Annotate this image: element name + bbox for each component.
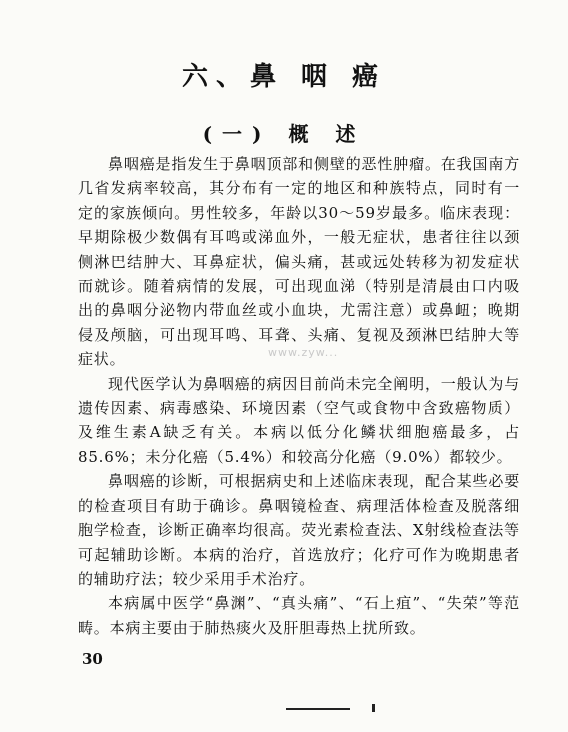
page-number: 30 (82, 650, 103, 668)
paragraph-definition: 鼻咽癌是指发生于鼻咽顶部和侧壁的恶性肿瘤。在我国南方几省发病率较高，其分布有一定的地区和种族特点，同时有一定的家族倾向。男性较多，年龄以30～59岁最多。临床表现：早期除极少数偶有耳鸣或涕血外，一般无症状，患者往往以颈侧淋巴结肿大、耳鼻症状，偏头痛，甚或远处转移为初发症状而就诊。随着病情的发展，可出现血涕（特别是清晨由口内吸出的鼻咽分泌物内带血丝或小血块，尤需注意）或鼻衄；晚期侵及颅脑，可出现耳鸣、耳聋、头痛、复视及颈淋巴结肿大等症状。 (78, 155, 520, 369)
section-title: (一) 概 述 (202, 122, 366, 146)
paragraph-etiology: 现代医学认为鼻咽癌的病因目前尚未完全阐明，一般认为与遗传因素、病毒感染、环境因素（空气或食物中含致癌物质）及维生素A缺乏有关。本病以低分化鳞状细胞癌最多，占85.6%；未分化癌（5.4%）和较高分化癌（9.0%）都较少。 (78, 374, 520, 466)
paragraph-diagnosis: 鼻咽癌的诊断，可根据病史和上述临床表现，配合某些必要的检查项目有助于确诊。鼻咽镜检查、病理活体检查及脱落细胞学检查，诊断正确率均很高。荧光素检查法、X射线检查法等可起辅助诊断。本病的治疗，首选放疗；化疗可作为晚期患者的辅助疗法；较少采用手术治疗。 (78, 472, 520, 588)
scan-mark-dot (372, 704, 375, 712)
scan-mark-line (286, 708, 350, 710)
paragraph-tcm: 本病属中医学“鼻渊”、“真头痛”、“石上疽”、“失荣”等范畴。本病主要由于肺热痰火及肝胆毒热上扰所致。 (78, 594, 520, 637)
watermark: www.zyw... (268, 346, 339, 359)
body-text (78, 152, 520, 640)
chapter-title: 六、鼻 咽 癌 (181, 62, 387, 92)
